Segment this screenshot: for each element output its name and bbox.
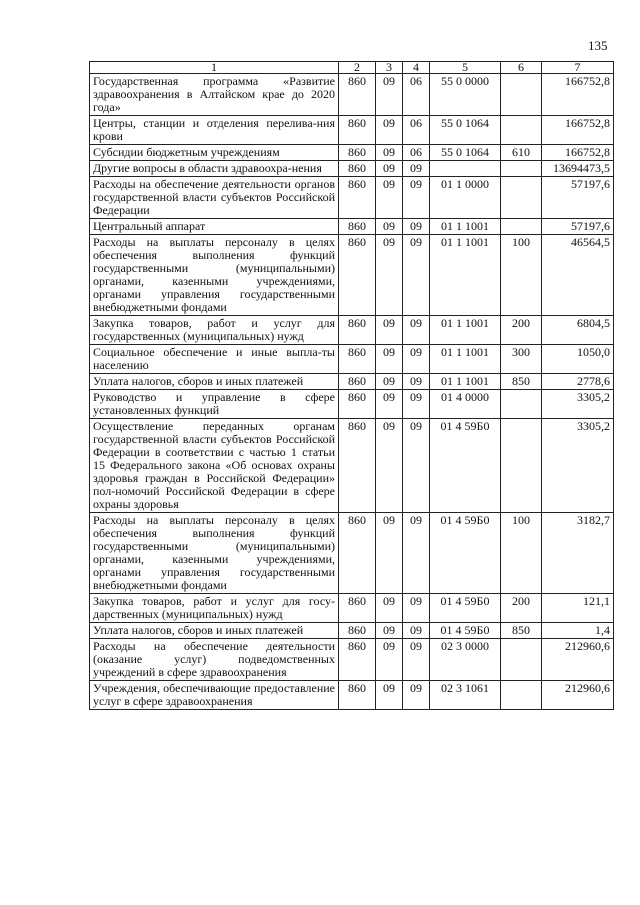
amount-cell: 46564,5 — [542, 235, 614, 316]
expense-type-cell — [501, 419, 542, 513]
department-code-cell: 860 — [339, 235, 376, 316]
amount-cell: 1050,0 — [542, 345, 614, 374]
amount-cell: 13694473,5 — [542, 161, 614, 177]
target-article-cell: 55 0 0000 — [430, 74, 501, 116]
target-article-cell: 01 4 0000 — [430, 390, 501, 419]
target-article-cell: 01 1 1001 — [430, 219, 501, 235]
section-code-cell: 09 — [376, 390, 403, 419]
target-article-cell: 01 1 1001 — [430, 235, 501, 316]
section-code-cell: 09 — [376, 681, 403, 710]
amount-cell: 212960,6 — [542, 681, 614, 710]
expense-type-cell — [501, 390, 542, 419]
expense-type-cell: 200 — [501, 594, 542, 623]
subsection-code-cell: 09 — [403, 219, 430, 235]
expense-name-cell: Субсидии бюджетным учреждениям — [90, 145, 339, 161]
target-article-cell: 01 4 59Б0 — [430, 419, 501, 513]
target-article-cell: 01 4 59Б0 — [430, 594, 501, 623]
target-article-cell: 55 0 1064 — [430, 145, 501, 161]
target-article-cell: 01 1 1001 — [430, 374, 501, 390]
header-cell-1: 1 — [90, 62, 339, 74]
header-cell-2: 2 — [339, 62, 376, 74]
section-code-cell: 09 — [376, 177, 403, 219]
target-article-cell: 01 4 59Б0 — [430, 623, 501, 639]
expense-name-cell: Уплата налогов, сборов и иных платежей — [90, 623, 339, 639]
department-code-cell: 860 — [339, 681, 376, 710]
amount-cell: 166752,8 — [542, 116, 614, 145]
amount-cell: 57197,6 — [542, 219, 614, 235]
target-article-cell: 01 1 1001 — [430, 345, 501, 374]
target-article-cell: 01 1 1001 — [430, 316, 501, 345]
amount-cell: 121,1 — [542, 594, 614, 623]
expense-name-cell: Центральный аппарат — [90, 219, 339, 235]
subsection-code-cell: 06 — [403, 145, 430, 161]
expense-name-cell: Социальное обеспечение и иные выпла-ты населению — [90, 345, 339, 374]
amount-cell: 2778,6 — [542, 374, 614, 390]
expense-name-cell: Государственная программа «Развитие здравоохранения в Алтайском крае до 2020 года» — [90, 74, 339, 116]
table-row — [90, 513, 614, 594]
subsection-code-cell: 09 — [403, 623, 430, 639]
amount-cell: 3305,2 — [542, 390, 614, 419]
subsection-code-cell: 09 — [403, 374, 430, 390]
table-row — [90, 639, 614, 681]
section-code-cell: 09 — [376, 219, 403, 235]
department-code-cell: 860 — [339, 594, 376, 623]
section-code-cell: 09 — [376, 145, 403, 161]
department-code-cell: 860 — [339, 74, 376, 116]
subsection-code-cell: 09 — [403, 681, 430, 710]
expense-type-cell: 300 — [501, 345, 542, 374]
expense-type-cell — [501, 177, 542, 219]
target-article-cell — [430, 161, 501, 177]
header-row — [90, 62, 614, 74]
section-code-cell: 09 — [376, 594, 403, 623]
expense-name-cell: Руководство и управление в сфере установленных функций — [90, 390, 339, 419]
expense-type-cell: 100 — [501, 513, 542, 594]
target-article-cell: 01 4 59Б0 — [430, 513, 501, 594]
expense-name-cell: Уплата налогов, сборов и иных платежей — [90, 374, 339, 390]
table-row — [90, 594, 614, 623]
subsection-code-cell: 09 — [403, 390, 430, 419]
department-code-cell: 860 — [339, 219, 376, 235]
subsection-code-cell: 09 — [403, 639, 430, 681]
department-code-cell: 860 — [339, 374, 376, 390]
expense-name-cell: Осуществление переданных органам государственной власти субъектов Российской Федерации в соответствии с частью 1 статьи 15 Федерального закона «Об основах охраны здоровья граждан в Российской Федерации» пол-номочий Российской Федерации в сфере охраны здоровья — [90, 419, 339, 513]
section-code-cell: 09 — [376, 419, 403, 513]
expense-name-cell: Закупка товаров, работ и услуг для госу-дарственных (муниципальных) нужд — [90, 594, 339, 623]
amount-cell: 212960,6 — [542, 639, 614, 681]
header-cell-3: 3 — [376, 62, 403, 74]
department-code-cell: 860 — [339, 316, 376, 345]
table-row — [90, 316, 614, 345]
subsection-code-cell: 09 — [403, 513, 430, 594]
expense-type-cell: 610 — [501, 145, 542, 161]
table-row — [90, 145, 614, 161]
target-article-cell: 01 1 0000 — [430, 177, 501, 219]
subsection-code-cell: 09 — [403, 345, 430, 374]
department-code-cell: 860 — [339, 419, 376, 513]
expense-name-cell: Центры, станции и отделения перелива-ния крови — [90, 116, 339, 145]
subsection-code-cell: 09 — [403, 419, 430, 513]
section-code-cell: 09 — [376, 235, 403, 316]
department-code-cell: 860 — [339, 177, 376, 219]
department-code-cell: 860 — [339, 145, 376, 161]
table-row — [90, 219, 614, 235]
subsection-code-cell: 09 — [403, 161, 430, 177]
expense-type-cell: 100 — [501, 235, 542, 316]
section-code-cell: 09 — [376, 161, 403, 177]
subsection-code-cell: 09 — [403, 177, 430, 219]
target-article-cell: 55 0 1064 — [430, 116, 501, 145]
expense-name-cell: Расходы на обеспечение деятельности органов государственной власти субъектов Российской Федерации — [90, 177, 339, 219]
expense-type-cell: 850 — [501, 374, 542, 390]
table-row — [90, 419, 614, 513]
expense-name-cell: Закупка товаров, работ и услуг для государственных (муниципальных) нужд — [90, 316, 339, 345]
header-cell-6: 6 — [501, 62, 542, 74]
amount-cell: 57197,6 — [542, 177, 614, 219]
expense-type-cell — [501, 74, 542, 116]
expense-name-cell: Другие вопросы в области здравоохра-нения — [90, 161, 339, 177]
section-code-cell: 09 — [376, 374, 403, 390]
section-code-cell: 09 — [376, 639, 403, 681]
amount-cell: 166752,8 — [542, 74, 614, 116]
department-code-cell: 860 — [339, 345, 376, 374]
section-code-cell: 09 — [376, 345, 403, 374]
table-row — [90, 235, 614, 316]
section-code-cell: 09 — [376, 116, 403, 145]
table-row — [90, 74, 614, 116]
department-code-cell: 860 — [339, 623, 376, 639]
table-row — [90, 177, 614, 219]
section-code-cell: 09 — [376, 316, 403, 345]
table-row — [90, 623, 614, 639]
subsection-code-cell: 06 — [403, 74, 430, 116]
expense-type-cell: 850 — [501, 623, 542, 639]
header-cell-5: 5 — [430, 62, 501, 74]
expense-type-cell — [501, 681, 542, 710]
amount-cell: 1,4 — [542, 623, 614, 639]
budget-table — [89, 61, 614, 710]
expense-name-cell: Учреждения, обеспечивающие предоставление услуг в сфере здравоохранения — [90, 681, 339, 710]
header-cell-7: 7 — [542, 62, 614, 74]
expense-name-cell: Расходы на выплаты персоналу в целях обеспечения выполнения функций государственными (муниципальными) органами, казенными учреждениями, органами управления государственными внебюджетными фондами — [90, 235, 339, 316]
table-row — [90, 116, 614, 145]
subsection-code-cell: 09 — [403, 235, 430, 316]
department-code-cell: 860 — [339, 639, 376, 681]
department-code-cell: 860 — [339, 513, 376, 594]
subsection-code-cell: 06 — [403, 116, 430, 145]
target-article-cell: 02 3 1061 — [430, 681, 501, 710]
table-row — [90, 345, 614, 374]
table-row — [90, 390, 614, 419]
expense-type-cell — [501, 116, 542, 145]
expense-type-cell — [501, 639, 542, 681]
amount-cell: 3305,2 — [542, 419, 614, 513]
amount-cell: 3182,7 — [542, 513, 614, 594]
amount-cell: 166752,8 — [542, 145, 614, 161]
header-cell-4: 4 — [403, 62, 430, 74]
table-row — [90, 681, 614, 710]
subsection-code-cell: 09 — [403, 316, 430, 345]
target-article-cell: 02 3 0000 — [430, 639, 501, 681]
expense-name-cell: Расходы на выплаты персоналу в целях обеспечения выполнения функций государственными (муниципальными) органами, казенными учреждениями, органами управления государственными внебюджетными фондами — [90, 513, 339, 594]
department-code-cell: 860 — [339, 161, 376, 177]
table-row — [90, 374, 614, 390]
department-code-cell: 860 — [339, 116, 376, 145]
subsection-code-cell: 09 — [403, 594, 430, 623]
section-code-cell: 09 — [376, 513, 403, 594]
expense-name-cell: Расходы на обеспечение деятельности (оказание услуг) подведомственных учреждений в сфере здравоохранения — [90, 639, 339, 681]
table-row — [90, 161, 614, 177]
expense-type-cell — [501, 161, 542, 177]
expense-type-cell: 200 — [501, 316, 542, 345]
amount-cell: 6804,5 — [542, 316, 614, 345]
department-code-cell: 860 — [339, 390, 376, 419]
expense-type-cell — [501, 219, 542, 235]
section-code-cell: 09 — [376, 623, 403, 639]
page-number: 135 — [588, 38, 608, 53]
section-code-cell: 09 — [376, 74, 403, 116]
